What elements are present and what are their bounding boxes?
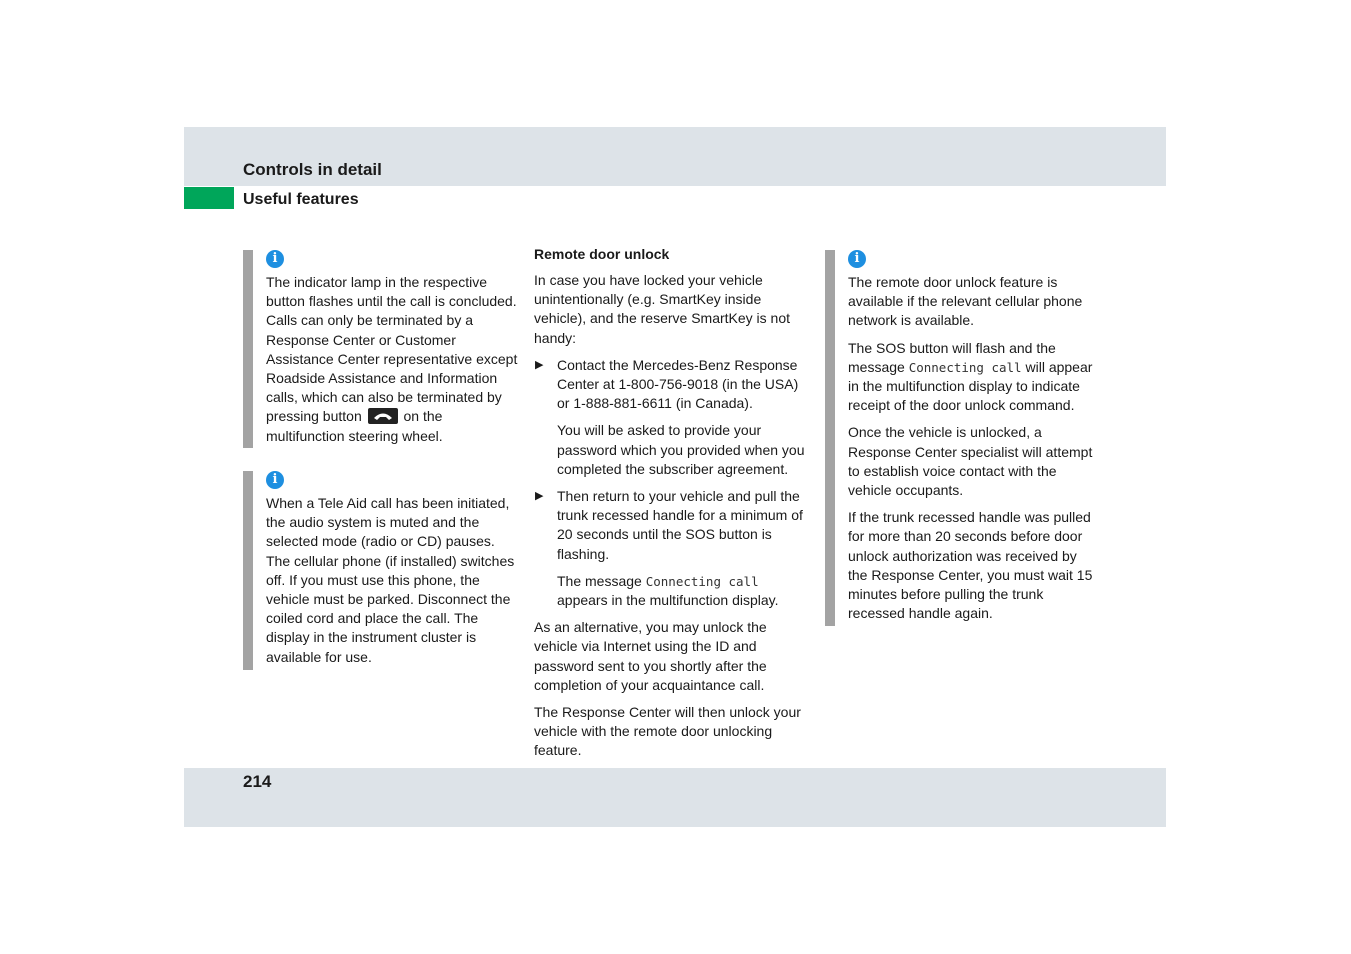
note-bar <box>243 250 253 448</box>
step-1-note: You will be asked to provide your password which you provided when you completed the subscriber agreement. <box>557 422 805 477</box>
intro-paragraph: In case you have locked your vehicle unintentionally (e.g. SmartKey inside vehicle), and the reserve SmartKey is not handy: <box>534 272 791 346</box>
note-bar <box>825 250 835 626</box>
display-message: Connecting call <box>908 359 1022 375</box>
note-bar <box>243 471 253 670</box>
note-text: When a Tele Aid call has been initiated, the audio system is muted and the selected mode (radio or CD) pauses. The cellular phone (if installed) switches off. If you must use this phone, the vehicle must be parked. Disconnect the coiled cord and place the call. The display in the instrument cluster is available for use. <box>266 495 515 665</box>
info-icon: i <box>848 250 866 268</box>
alternative-paragraph: As an alternative, you may unlock the vehicle via Internet using the ID and password sent to you shortly after the completion of your acquaintance call. <box>534 619 767 693</box>
footer-band <box>184 768 1166 827</box>
note-text: The indicator lamp in the respective button flashes until the call is concluded. Calls can only be terminated by a Response Center or Customer Assistance Center representative except Roadside Assistance and Information calls, which can also be terminated by pressing button on the multifunction steering wheel. <box>266 274 518 444</box>
info-icon: i <box>266 250 284 268</box>
final-paragraph: The Response Center will then unlock your vehicle with the remote door unlocking feature. <box>534 704 801 759</box>
remote-door-unlock-section <box>534 246 810 769</box>
step-2-note: The message Connecting call appears in the multifunction display. <box>557 572 779 609</box>
note-text: If the trunk recessed handle was pulled for more than 20 seconds before door unlock authorization was received by the Response Center, you must wait 15 minutes before pulling the trunk recessed handle again. <box>848 509 1093 622</box>
section-title: Controls in detail <box>243 160 382 179</box>
bullet-arrow-icon: ▶ <box>535 490 544 503</box>
bullet-arrow-icon: ▶ <box>535 358 544 371</box>
section-heading: Remote door unlock <box>534 246 670 262</box>
note-text: Once the vehicle is unlocked, a Response Center specialist will attempt to establish voice contact with the vehicle occupants. <box>848 424 1093 499</box>
note-text: The remote door unlock feature is available if the relevant cellular phone network is available. <box>848 274 1083 329</box>
end-call-button-icon <box>368 408 398 424</box>
info-icon: i <box>266 471 284 489</box>
note-text: The SOS button will flash and the message Connecting call will appear in the multifunction display to indicate receipt of the door unlock command. <box>848 339 1093 414</box>
subsection-title: Useful features <box>243 191 359 208</box>
step-1: ▶ Contact the Mercedes-Benz Response Center at 1-800-756-9018 (in the USA) or 1-888-881-6611 (in Canada). <box>535 356 799 412</box>
display-message: Connecting call <box>645 573 759 589</box>
page-number: 214 <box>243 772 272 791</box>
section-marker <box>184 187 234 209</box>
step-2: ▶ Then return to your vehicle and pull the trunk recessed handle for a minimum of 20 seconds until the SOS button is flashing. <box>535 488 803 562</box>
